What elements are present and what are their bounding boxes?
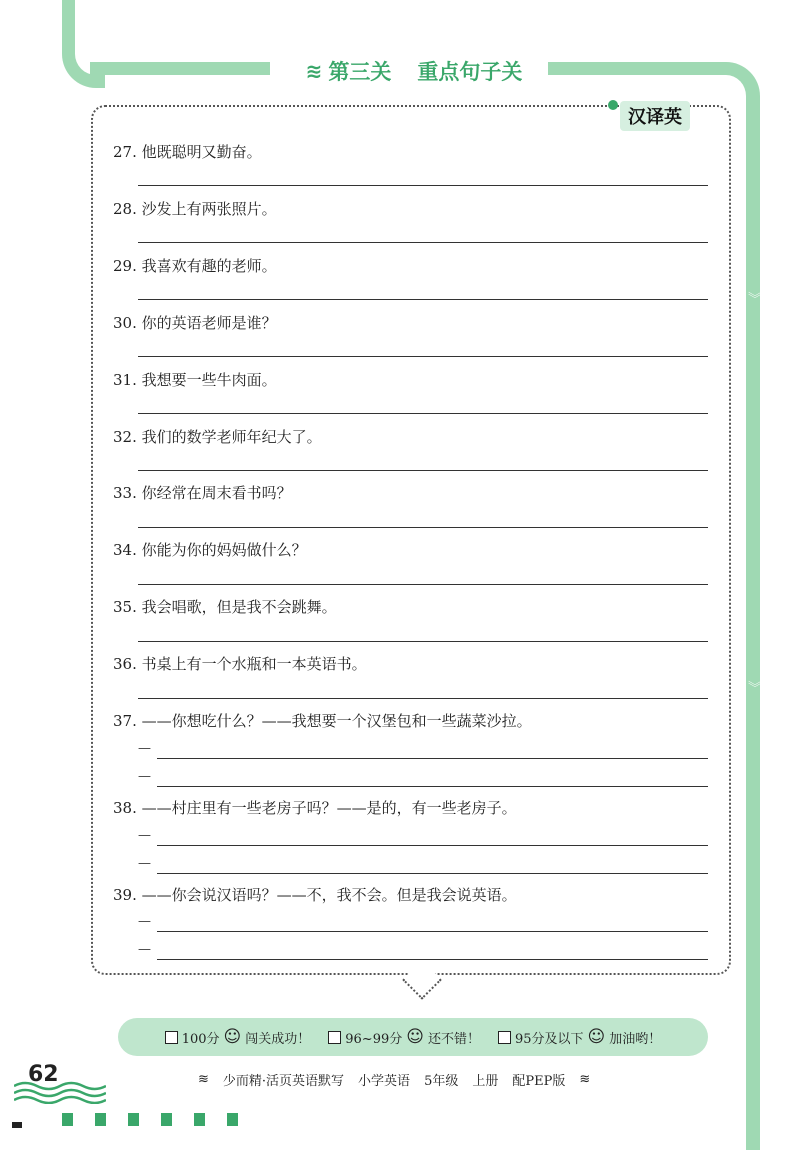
question-30: 30. 你的英语老师是谁？ [113,314,277,332]
question-27: 27. 他既聪明又勤奋。 [113,143,262,161]
section-title: 重点句子关 [417,60,523,84]
section-header [280,56,548,86]
question-36: 36. 书桌上有一个水瓶和一本英语书。 [113,655,367,673]
question-38: 38. ——村庄里有一些老房子吗？——是的，有一些老房子。 [113,799,517,817]
frame-bar-right [548,62,736,75]
wave-icon: ≋ [305,59,323,83]
grade: 5年级 [424,1074,459,1089]
answer-line-27[interactable] [138,185,708,186]
chevron-down-icon: ︾ [748,292,762,308]
question-33: 33. 你经常在周末看书吗？ [113,484,292,502]
score-bar [118,1018,708,1056]
checkbox[interactable] [328,1031,341,1044]
page-number: 62 [28,1062,59,1087]
dialogue-dash: — [138,769,151,784]
dialogue-dash: — [138,942,151,957]
question-35: 35. 我会唱歌，但是我不会跳舞。 [113,598,337,616]
answer-line-38a[interactable] [157,845,708,846]
wave-decoration-icon [14,1080,106,1104]
volume: 上册 [472,1074,499,1089]
question-39: 39. ——你会说汉语吗？——不，我不会。但是我会说英语。 [113,886,517,904]
answer-line-35[interactable] [138,641,708,642]
cheer-face-icon: ☺ [223,1027,242,1047]
answer-line-31[interactable] [138,413,708,414]
score-option-95-below[interactable]: 95分及以下 ☺ 加油哟！ [498,1027,661,1047]
answer-line-29[interactable] [138,299,708,300]
tag-dot-icon [608,100,618,110]
answer-line-36[interactable] [138,698,708,699]
score-option-100[interactable]: 100分 ☺ 闯关成功！ [165,1027,311,1047]
section-number: 第三关 [328,60,392,84]
answer-line-39a[interactable] [157,931,708,932]
answer-line-39b[interactable] [157,959,708,960]
question-31: 31. 我想要一些牛肉面。 [113,371,277,389]
answer-line-33[interactable] [138,527,708,528]
answer-line-28[interactable] [138,242,708,243]
corner-mark [12,1122,22,1128]
smile-face-icon: ☺ [406,1027,424,1047]
wave-icon: ≋ [198,1072,209,1087]
chevron-down-icon: ︾ [748,681,762,697]
question-29: 29. 我喜欢有趣的老师。 [113,257,277,275]
question-28: 28. 沙发上有两张照片。 [113,200,277,218]
question-37: 37. ——你想吃什么？——我想要一个汉堡包和一些蔬菜沙拉。 [113,712,532,730]
frame-bar-left [90,62,270,75]
series-name: 少而精·活页英语默写 [222,1074,345,1089]
score-option-96-99[interactable]: 96~99分 ☺ 还不错！ [328,1027,480,1047]
answer-line-37b[interactable] [157,786,708,787]
footer-info [198,1070,590,1089]
exercise-type-tag: 汉译英 [620,101,690,131]
footer-squares [62,1113,238,1126]
dialogue-dash: — [138,828,151,843]
answer-line-34[interactable] [138,584,708,585]
dialogue-dash: — [138,856,151,871]
checkbox[interactable] [165,1031,178,1044]
subject: 小学英语 [358,1074,411,1089]
dialogue-dash: — [138,914,151,929]
question-32: 32. 我们的数学老师年纪大了。 [113,428,322,446]
edition: 配PEP版 [512,1074,566,1089]
question-34: 34. 你能为你的妈妈做什么？ [113,541,307,559]
answer-line-30[interactable] [138,356,708,357]
answer-line-32[interactable] [138,470,708,471]
answer-line-37a[interactable] [157,758,708,759]
checkbox[interactable] [498,1031,511,1044]
encourage-face-icon: ☺ [587,1027,606,1047]
wave-icon: ≋ [579,1072,591,1087]
dialogue-dash: — [138,741,151,756]
answer-line-38b[interactable] [157,873,708,874]
